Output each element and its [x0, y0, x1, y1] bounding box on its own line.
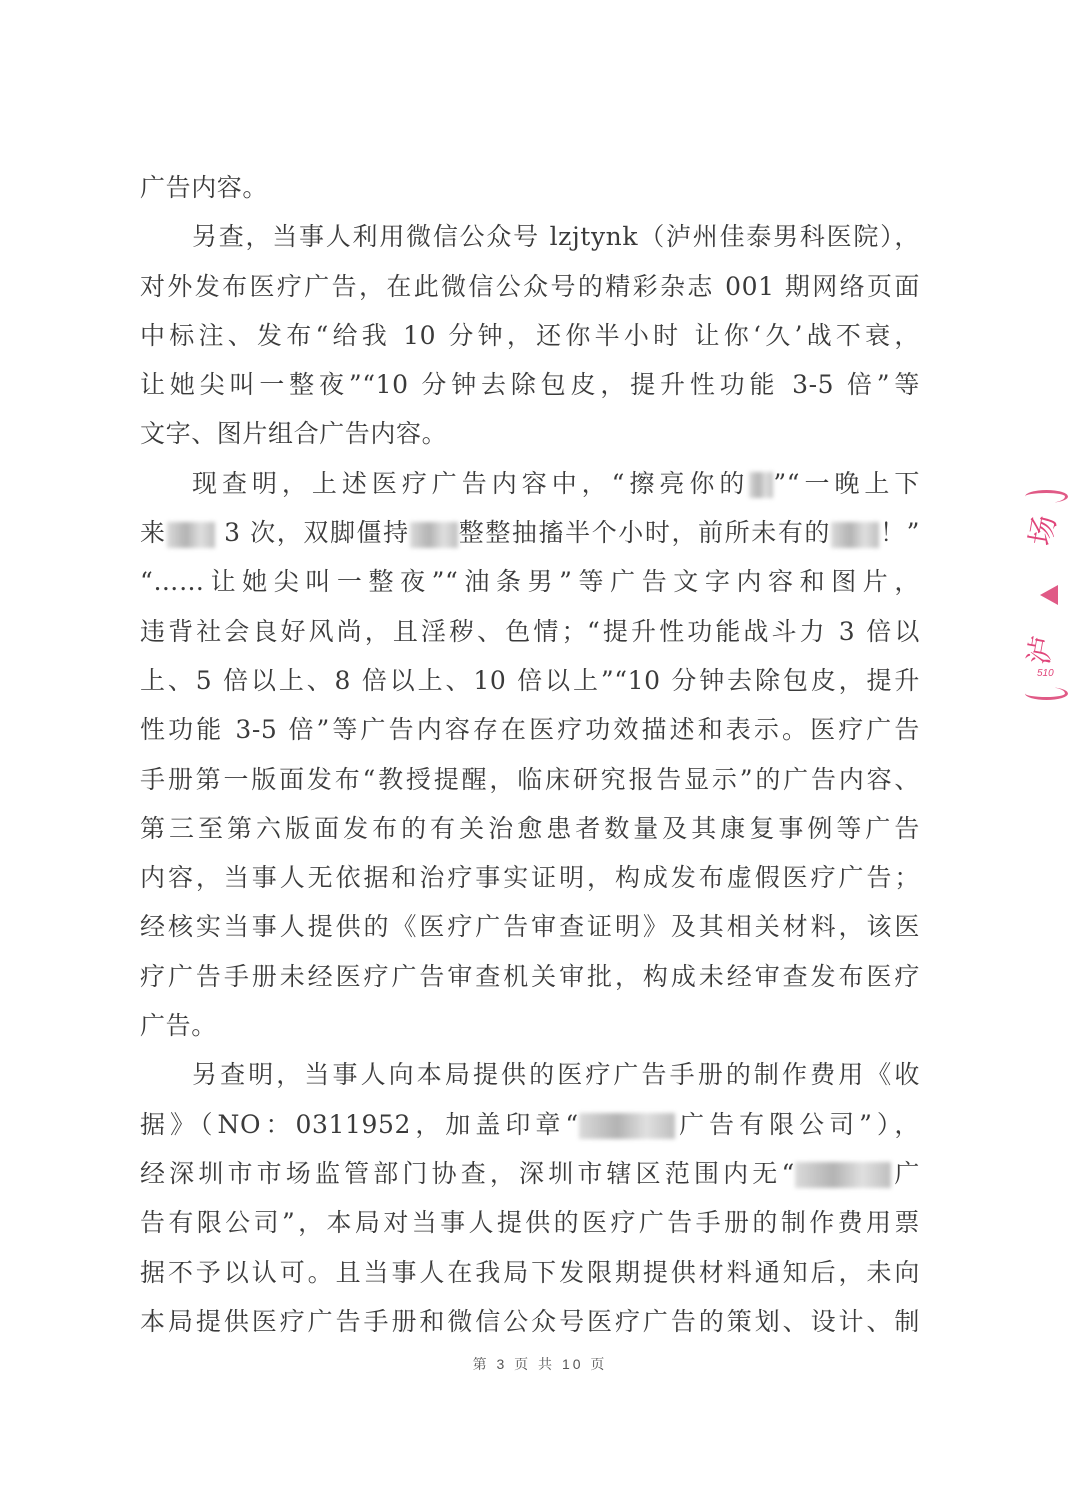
- text-line: 据不予以认可。且当事人在我局下发限期提供材料通知后，未向: [140, 1257, 920, 1287]
- redacted-text: [749, 472, 773, 498]
- seal-number: 510: [1037, 668, 1054, 679]
- redacted-text: [831, 522, 879, 548]
- text-line: 第三至第六版面发布的有关治愈患者数量及其康复事例等广告: [140, 813, 920, 843]
- text-line: 内容，当事人无依据和治疗事实证明，构成发布虚假医疗广告；: [140, 863, 920, 893]
- text-line: 中标注、发布“给我 10 分钟，还你半小时 让你‘久’战不衰，: [140, 320, 920, 350]
- text-line: 上、5 倍以上、8 倍以上、10 倍以上”“10 分钟去除包皮，提升: [140, 665, 920, 695]
- text-line: 广告内容。: [140, 173, 269, 202]
- official-seal: [1005, 490, 1080, 700]
- text-line: 另查，当事人利用微信公众号 lzjtynk（泸州佳泰男科医院），: [192, 222, 920, 252]
- text-line: 据》（NO：0311952，加盖印章“ 广告有限公司”），: [140, 1109, 920, 1139]
- text-line: 广告。: [140, 1011, 217, 1041]
- text-line: 手册第一版面发布“教授提醒，临床研究报告显示”的广告内容、: [140, 764, 920, 794]
- redacted-text: [167, 522, 215, 548]
- page-number-footer: 第 3 页 共 10 页: [472, 1356, 608, 1372]
- text-line: 本局提供医疗广告手册和微信公众号医疗广告的策划、设计、制: [140, 1306, 920, 1336]
- text-line: 违背社会良好风尚，且淫秽、色情；“提升性功能战斗力 3 倍以: [140, 616, 920, 646]
- redacted-text: [795, 1162, 891, 1188]
- text-line: 来 3 次，双脚僵持 整整抽搐半个小时，前所未有的 ！”: [140, 518, 920, 548]
- text-line: 经核实当事人提供的《医疗广告审查证明》及其相关材料，该医: [140, 912, 920, 942]
- seal-char-bottom: 泸: [1021, 633, 1060, 667]
- text-line: 对外发布医疗广告，在此微信公众号的精彩杂志 001 期网络页面: [140, 271, 920, 301]
- seal-star-icon: [1040, 585, 1058, 605]
- text-line: 另查明，当事人向本局提供的医疗广告手册的制作费用《收: [192, 1060, 920, 1090]
- text-line: “……让她尖叫一整夜”“油条男”等广告文字内容和图片，: [140, 567, 920, 597]
- redacted-text: [579, 1113, 675, 1139]
- text-line: 疗广告手册未经医疗广告审查机关审批，构成未经审查发布医疗: [140, 961, 920, 991]
- seal-arc-top: [1025, 490, 1068, 503]
- text-line: 让她尖叫一整夜”“10 分钟去除包皮，提升性功能 3-5 倍”等: [140, 370, 920, 400]
- text-line: 性功能 3-5 倍”等广告内容存在医疗功效描述和表示。医疗广告: [140, 715, 920, 745]
- text-line: 告有限公司”，本局对当事人提供的医疗广告手册的制作费用票: [140, 1208, 920, 1238]
- seal-char-top: 场: [1023, 512, 1064, 549]
- document-body: [140, 163, 920, 1346]
- redacted-text: [410, 522, 458, 548]
- seal-arc-bottom: [1025, 687, 1068, 700]
- text-line: 经深圳市市场监管部门协查，深圳市辖区范围内无“ 广: [140, 1158, 920, 1188]
- text-line: 现查明，上述医疗广告内容中，“擦亮你的 ”“一晚上下: [192, 468, 920, 498]
- text-line: 文字、图片组合广告内容。: [140, 419, 448, 449]
